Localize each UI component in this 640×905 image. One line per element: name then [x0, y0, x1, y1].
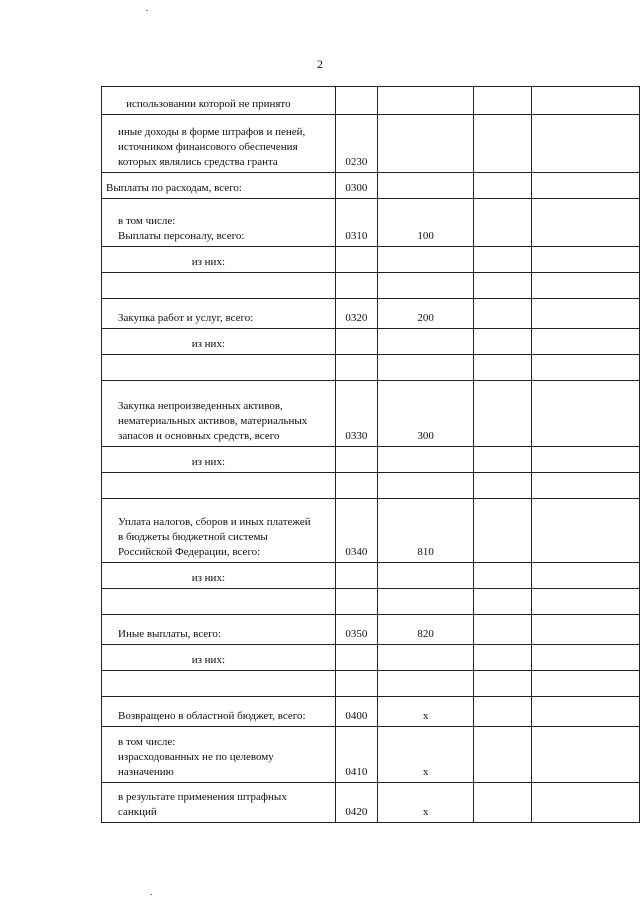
table-row — [102, 329, 640, 355]
scan-speck — [150, 894, 152, 895]
table-row — [102, 615, 640, 645]
row-empty-cell — [532, 381, 640, 447]
row-empty-cell — [532, 329, 640, 355]
table-row — [102, 199, 640, 247]
row-kbk-cell — [377, 727, 473, 783]
row-empty-cell — [474, 447, 532, 473]
row-code-cell — [335, 783, 377, 823]
row-code-cell — [335, 87, 377, 115]
row-code-cell — [335, 645, 377, 671]
row-label: Иные выплаты, всего: — [118, 628, 221, 640]
row-code-cell — [335, 115, 377, 173]
row-kbk: 300 — [417, 430, 434, 442]
row-name-cell — [102, 329, 336, 355]
row-code-cell — [335, 173, 377, 199]
scan-speck — [146, 10, 148, 11]
row-empty-cell — [474, 615, 532, 645]
row-kbk: 820 — [417, 628, 434, 640]
table-row — [102, 273, 640, 299]
row-label: из них: — [191, 338, 225, 350]
table-row — [102, 671, 640, 697]
row-code-cell — [335, 473, 377, 499]
row-code-cell — [335, 447, 377, 473]
row-kbk-cell — [377, 273, 473, 299]
row-empty-cell — [474, 87, 532, 115]
table-row — [102, 247, 640, 273]
row-code: 0300 — [345, 182, 368, 194]
table-row — [102, 381, 640, 447]
row-empty-cell — [532, 645, 640, 671]
row-kbk: 810 — [417, 546, 434, 558]
row-kbk-cell — [377, 563, 473, 589]
row-name-cell — [102, 727, 336, 783]
row-code-cell — [335, 697, 377, 727]
row-code-cell — [335, 589, 377, 615]
row-code-cell — [335, 615, 377, 645]
row-name-cell — [102, 671, 336, 697]
row-empty-cell — [474, 783, 532, 823]
row-name-cell — [102, 87, 336, 115]
table-row — [102, 447, 640, 473]
row-name-cell — [102, 563, 336, 589]
row-label: Уплата налогов, сборов и иных платежей в бюджеты бюджетной системы Российской Федерации, всего: — [118, 516, 311, 558]
row-label: из них: — [191, 654, 225, 666]
row-empty-cell — [474, 697, 532, 727]
row-empty-cell — [474, 499, 532, 563]
row-name-cell — [102, 381, 336, 447]
row-label: иные доходы в форме штрафов и пеней, источником финансового обеспечения которых являлись средства гранта — [118, 126, 306, 168]
table-row — [102, 727, 640, 783]
row-empty-cell — [474, 671, 532, 697]
row-empty-cell — [474, 381, 532, 447]
table-row — [102, 473, 640, 499]
row-kbk-cell — [377, 299, 473, 329]
row-empty-cell — [532, 499, 640, 563]
row-kbk-cell — [377, 615, 473, 645]
row-empty-cell — [474, 645, 532, 671]
row-code: 0340 — [345, 546, 368, 558]
row-empty-cell — [532, 727, 640, 783]
row-kbk: x — [422, 710, 429, 722]
row-empty-cell — [532, 473, 640, 499]
row-label: Закупка непроизведенных активов, нематериальных активов, материальных запасов и основных средств, всего — [118, 400, 308, 442]
row-label: из них: — [191, 256, 225, 268]
row-name-cell — [102, 115, 336, 173]
row-kbk-cell — [377, 173, 473, 199]
row-kbk-cell — [377, 473, 473, 499]
row-code: 0320 — [345, 312, 368, 324]
row-name-cell — [102, 299, 336, 329]
row-label: Закупка работ и услуг, всего: — [118, 312, 254, 324]
row-empty-cell — [532, 563, 640, 589]
row-kbk-cell — [377, 199, 473, 247]
row-name-cell — [102, 783, 336, 823]
row-code: 0310 — [345, 230, 368, 242]
row-code: 0420 — [345, 806, 368, 818]
row-label: использовании которой не принято — [126, 98, 291, 110]
row-kbk-cell — [377, 329, 473, 355]
row-name-cell — [102, 473, 336, 499]
row-code-cell — [335, 329, 377, 355]
row-kbk: x — [422, 766, 429, 778]
row-code-cell — [335, 671, 377, 697]
report-table — [101, 86, 640, 823]
row-name-cell — [102, 697, 336, 727]
table-row — [102, 563, 640, 589]
row-kbk-cell — [377, 645, 473, 671]
row-label: в том числе: Выплаты персоналу, всего: — [118, 215, 245, 242]
table-row — [102, 783, 640, 823]
row-code: 0410 — [345, 766, 368, 778]
row-kbk: 200 — [417, 312, 434, 324]
table-row — [102, 173, 640, 199]
row-kbk-cell — [377, 381, 473, 447]
row-empty-cell — [532, 247, 640, 273]
row-kbk-cell — [377, 499, 473, 563]
row-empty-cell — [474, 115, 532, 173]
table-row — [102, 499, 640, 563]
row-empty-cell — [532, 671, 640, 697]
row-empty-cell — [532, 173, 640, 199]
table-row — [102, 697, 640, 727]
row-kbk-cell — [377, 783, 473, 823]
row-empty-cell — [474, 199, 532, 247]
row-empty-cell — [474, 563, 532, 589]
table-row — [102, 589, 640, 615]
table-row — [102, 115, 640, 173]
row-empty-cell — [532, 589, 640, 615]
row-label: из них: — [191, 572, 225, 584]
row-empty-cell — [532, 115, 640, 173]
row-empty-cell — [474, 299, 532, 329]
row-kbk: 100 — [417, 230, 434, 242]
row-empty-cell — [532, 615, 640, 645]
row-name-cell — [102, 273, 336, 299]
table-row — [102, 87, 640, 115]
row-kbk: x — [422, 806, 429, 818]
row-name-cell — [102, 355, 336, 381]
row-empty-cell — [532, 199, 640, 247]
row-kbk-cell — [377, 355, 473, 381]
row-kbk-cell — [377, 447, 473, 473]
row-empty-cell — [474, 173, 532, 199]
row-code-cell — [335, 299, 377, 329]
row-code-cell — [335, 273, 377, 299]
row-code-cell — [335, 727, 377, 783]
row-name-cell — [102, 199, 336, 247]
row-code: 0400 — [345, 710, 368, 722]
row-empty-cell — [532, 447, 640, 473]
row-kbk-cell — [377, 115, 473, 173]
row-empty-cell — [474, 273, 532, 299]
row-empty-cell — [532, 355, 640, 381]
row-kbk-cell — [377, 87, 473, 115]
row-empty-cell — [532, 273, 640, 299]
row-empty-cell — [532, 783, 640, 823]
row-name-cell — [102, 499, 336, 563]
row-code-cell — [335, 563, 377, 589]
row-kbk-cell — [377, 697, 473, 727]
row-empty-cell — [474, 473, 532, 499]
row-empty-cell — [532, 87, 640, 115]
row-code-cell — [335, 247, 377, 273]
row-name-cell — [102, 645, 336, 671]
row-empty-cell — [532, 299, 640, 329]
table-row — [102, 299, 640, 329]
row-empty-cell — [474, 727, 532, 783]
row-empty-cell — [532, 697, 640, 727]
row-name-cell — [102, 247, 336, 273]
row-name-cell — [102, 447, 336, 473]
table-row — [102, 645, 640, 671]
row-label: Возвращено в областной бюджет, всего: — [118, 710, 306, 722]
row-name-cell — [102, 615, 336, 645]
row-code: 0330 — [345, 430, 368, 442]
row-code: 0350 — [345, 628, 368, 640]
row-code: 0230 — [345, 156, 368, 168]
report-table-body — [102, 87, 640, 823]
row-label: в результате применения штрафных санкций — [118, 791, 287, 818]
row-name-cell — [102, 589, 336, 615]
row-code-cell — [335, 499, 377, 563]
table-row — [102, 355, 640, 381]
row-empty-cell — [474, 329, 532, 355]
row-label: в том числе: израсходованных не по целевому назначению — [118, 736, 274, 778]
row-empty-cell — [474, 247, 532, 273]
row-code-cell — [335, 355, 377, 381]
row-name-cell — [102, 173, 336, 199]
row-kbk-cell — [377, 589, 473, 615]
row-label: Выплаты по расходам, всего: — [106, 182, 242, 194]
row-kbk-cell — [377, 247, 473, 273]
page-number: 2 — [317, 57, 323, 71]
row-empty-cell — [474, 589, 532, 615]
row-label: из них: — [191, 456, 225, 468]
row-code-cell — [335, 199, 377, 247]
row-code-cell — [335, 381, 377, 447]
row-empty-cell — [474, 355, 532, 381]
row-kbk-cell — [377, 671, 473, 697]
